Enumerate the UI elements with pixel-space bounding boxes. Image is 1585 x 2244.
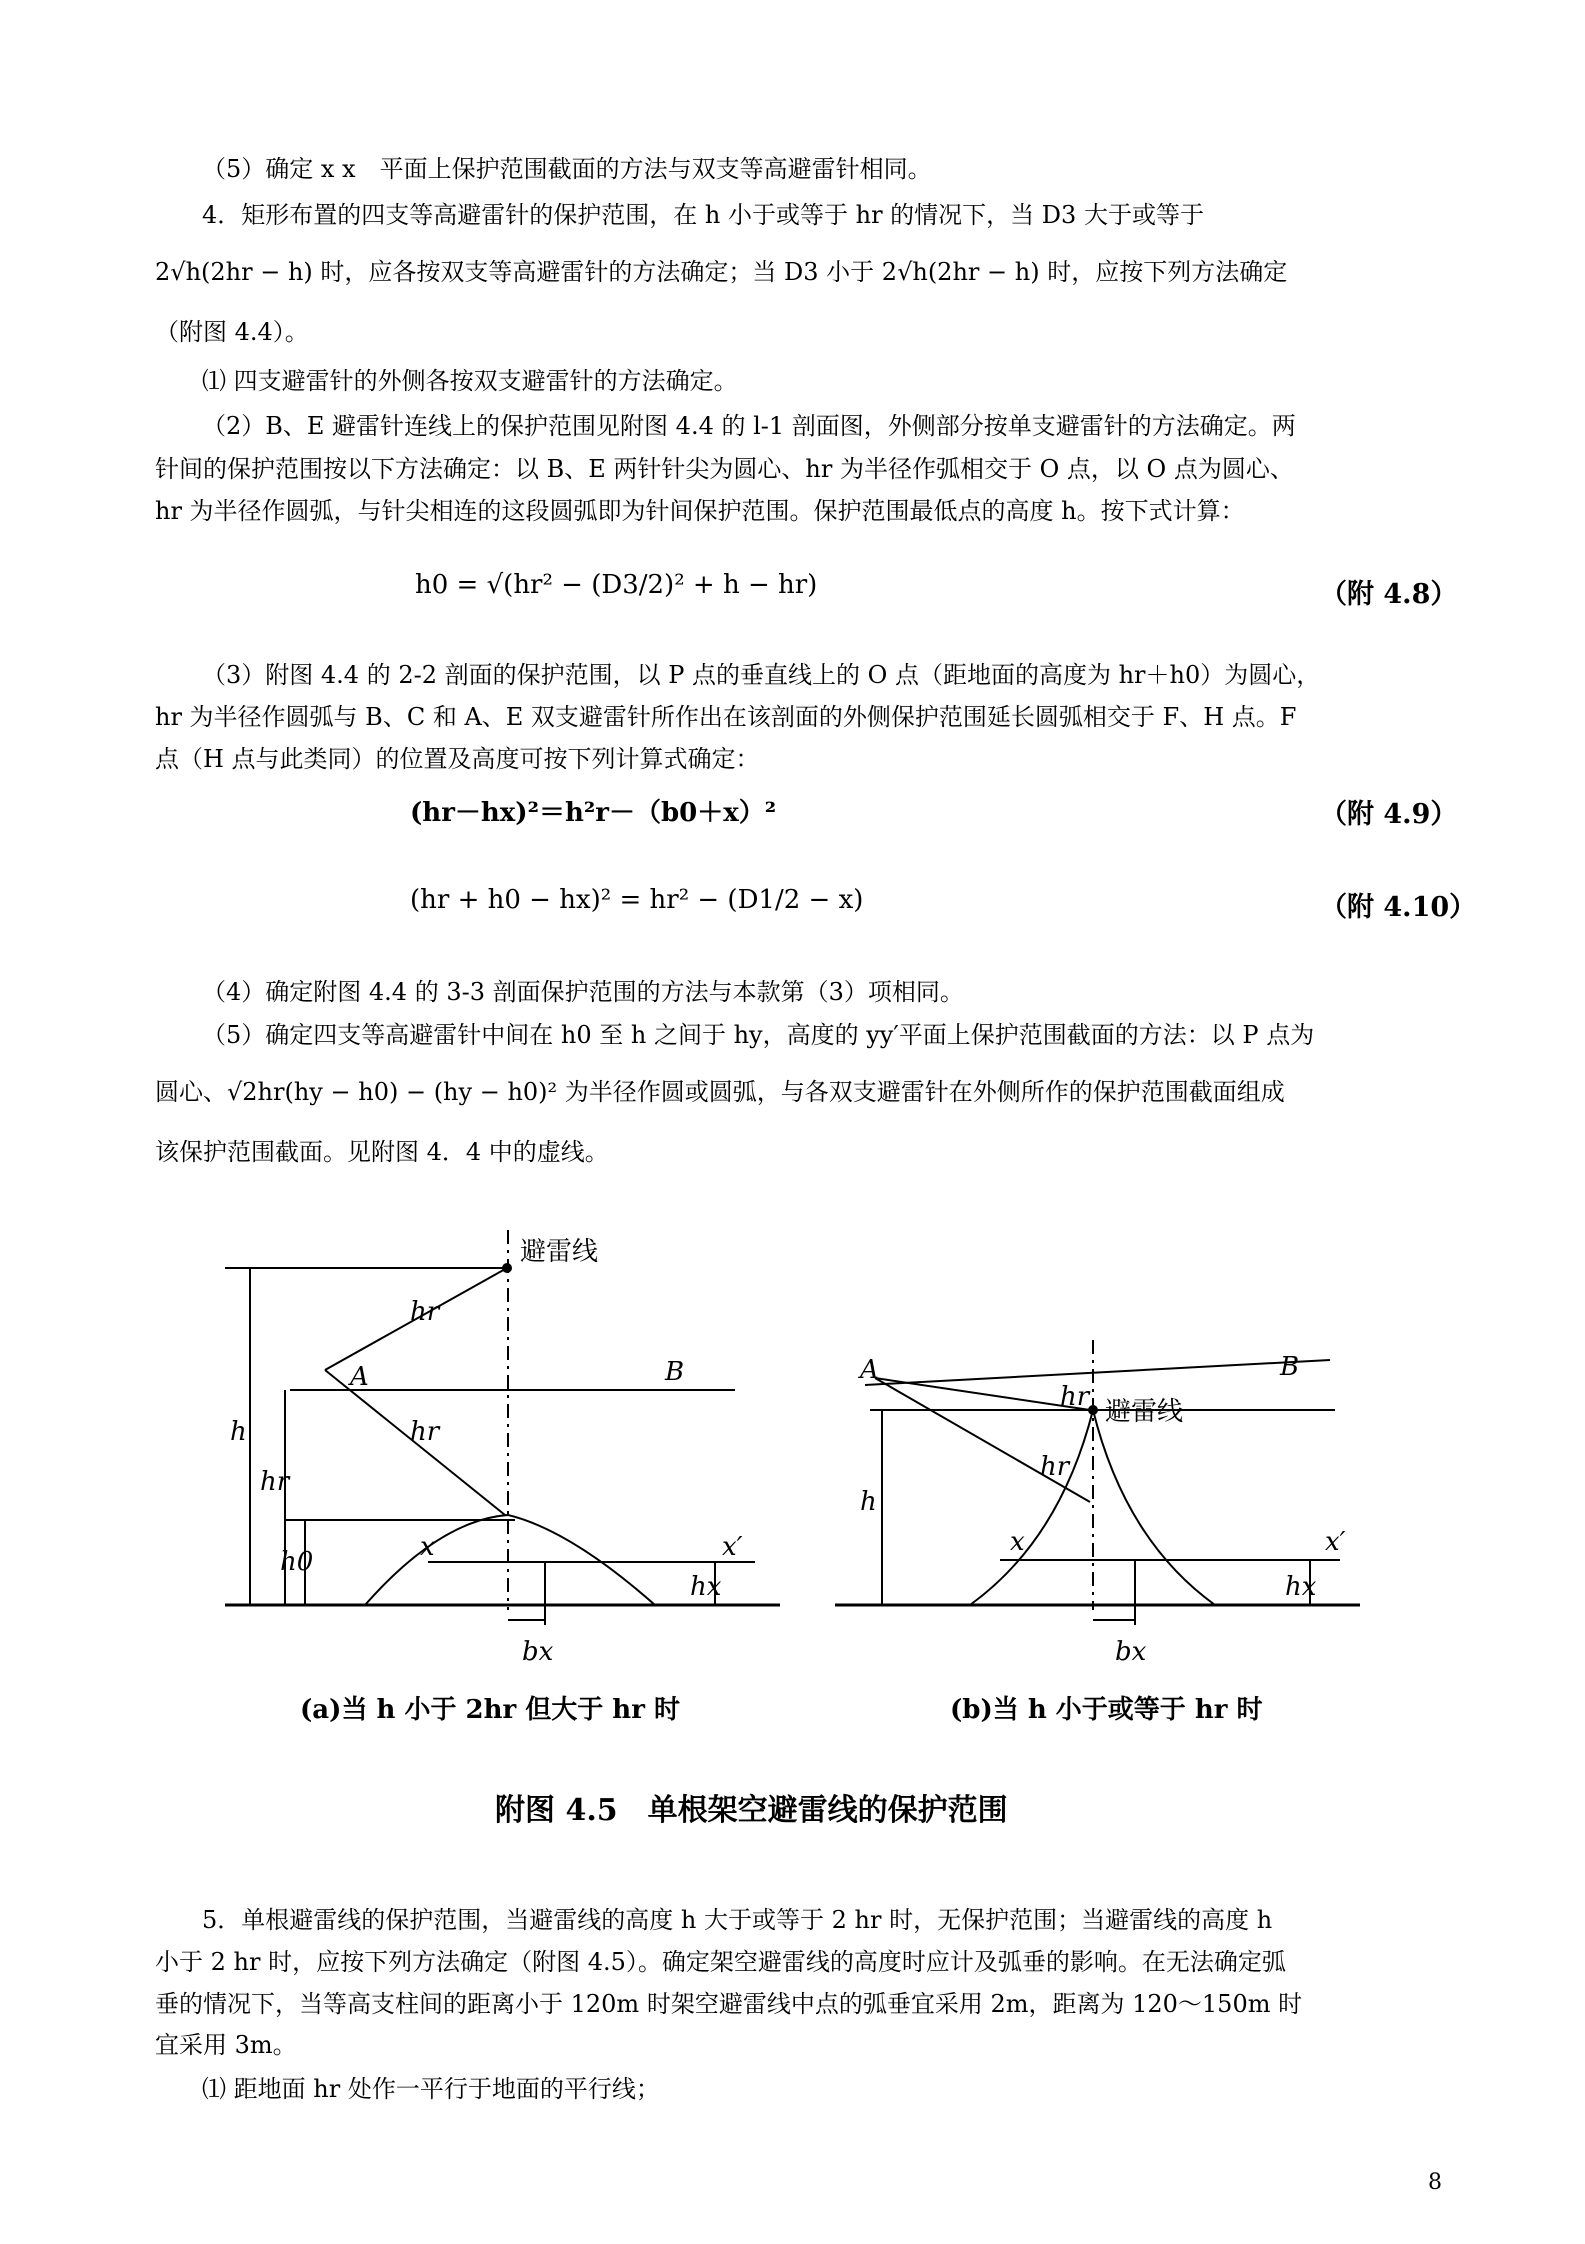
paragraph: （5）确定 x x 平面上保护范围截面的方法与双支等高避雷针相同。 [202,155,932,183]
label-hx: hx [1285,1572,1317,1602]
label-lightning-wire: 避雷线 [1105,1397,1184,1427]
equation-number: （附 4.8） [1320,579,1458,610]
label-h0: h0 [280,1547,314,1577]
label-hr: hr [410,1417,440,1447]
paragraph: hr 为半径作圆弧，与针尖相连的这段圆弧即为针间保护范围。保护范围最低点的高度 h。按下式计算： [155,497,1245,525]
paragraph: 小于 2 hr 时，应按下列方法确定（附图 4.5）。确定架空避雷线的高度时应计及弧垂的影响。在无法确定弧 [155,1948,1286,1976]
paragraph: 圆心、√2hr(hy − h0) − (hy − h0)² 为半径作圆或圆弧，与各双支避雷针在外侧所作的保护范围截面组成 [155,1078,1285,1106]
paragraph: 针间的保护范围按以下方法确定：以 B、E 两针针尖为圆心、hr 为半径作弧相交于 O 点，以 O 点为圆心、 [155,455,1294,483]
paragraph: ⑴ 四支避雷针的外侧各按双支避雷针的方法确定。 [202,367,738,395]
label-x: x [420,1532,435,1562]
page-number: 8 [1428,2170,1442,2195]
paragraph: （2）B、E 避雷针连线上的保护范围见附图 4.4 的 l-1 剖面图，外侧部分按单支避雷针的方法确定。两 [202,412,1296,440]
label-hr: hr [1060,1382,1090,1412]
label-x-prime: x′ [722,1532,743,1562]
paragraph: ⑴ 距地面 hr 处作一平行于地面的平行线； [202,2075,660,2103]
equation-4-8: h0 = √(hr² − (D3/2)² + h − hr) [415,570,818,600]
paragraph: 2√h(2hr − h) 时，应各按双支等高避雷针的方法确定；当 D3 小于 2√h(2hr − h) 时，应按下列方法确定 [155,258,1288,286]
figure-4-5 [210,1210,1380,1860]
paragraph: 4．矩形布置的四支等高避雷针的保护范围，在 h 小于或等于 hr 的情况下，当 D3 大于或等于 [202,201,1204,229]
paragraph: （4）确定附图 4.4 的 3-3 剖面保护范围的方法与本款第（3）项相同。 [202,978,964,1006]
label-B: B [665,1357,685,1387]
paragraph: 5．单根避雷线的保护范围，当避雷线的高度 h 大于或等于 2 hr 时，无保护范围；当避雷线的高度 h [202,1906,1273,1934]
figure-caption-a: (a)当 h 小于 2hr 但大于 hr 时 [300,1695,680,1725]
paragraph: 点（H 点与此类同）的位置及高度可按下列计算式确定： [155,745,760,773]
figure-title: 附图 4.5 单根架空避雷线的保护范围 [495,1793,1008,1828]
paragraph: （5）确定四支等高避雷针中间在 h0 至 h 之间于 hy，高度的 yy′平面上保护范围截面的方法：以 P 点为 [202,1021,1315,1049]
equation-number: （附 4.9） [1320,799,1458,830]
label-B: B [1280,1352,1300,1382]
label-h: h [860,1487,877,1517]
label-bx: bx [1115,1637,1147,1667]
paragraph: （附图 4.4）。 [155,318,309,346]
label-hx: hx [690,1572,722,1602]
label-hr: hr [410,1297,440,1327]
equation-4-9: (hr－hx)²＝h²r－（b0＋x）² [410,798,777,828]
paragraph: 垂的情况下，当等高支柱间的距离小于 120m 时架空避雷线中点的弧垂宜采用 2m，距离为 120～150m 时 [155,1990,1303,2018]
paragraph: 该保护范围截面。见附图 4．4 中的虚线。 [155,1138,609,1166]
label-A: A [350,1362,369,1392]
equation-number: （附 4.10） [1320,892,1477,923]
label-lightning-wire: 避雷线 [520,1237,599,1267]
label-hr: hr [1040,1452,1070,1482]
paragraph: hr 为半径作圆弧与 B、C 和 A、E 双支避雷针所作出在该剖面的外侧保护范围延长圆弧相交于 F、H 点。F [155,703,1297,731]
label-x: x [1010,1527,1025,1557]
label-hr: hr [260,1467,290,1497]
label-bx: bx [522,1637,554,1667]
equation-4-10: (hr + h0 − hx)² = hr² − (D1/2 − x) [410,885,864,915]
paragraph: （3）附图 4.4 的 2-2 剖面的保护范围，以 P 点的垂直线上的 O 点（距地面的高度为 hr＋h0）为圆心， [202,661,1321,689]
label-x-prime: x′ [1325,1527,1346,1557]
label-A: A [860,1355,879,1385]
figure-caption-b: (b)当 h 小于或等于 hr 时 [950,1695,1263,1725]
paragraph: 宜采用 3m。 [155,2031,297,2059]
label-h: h [230,1417,247,1447]
